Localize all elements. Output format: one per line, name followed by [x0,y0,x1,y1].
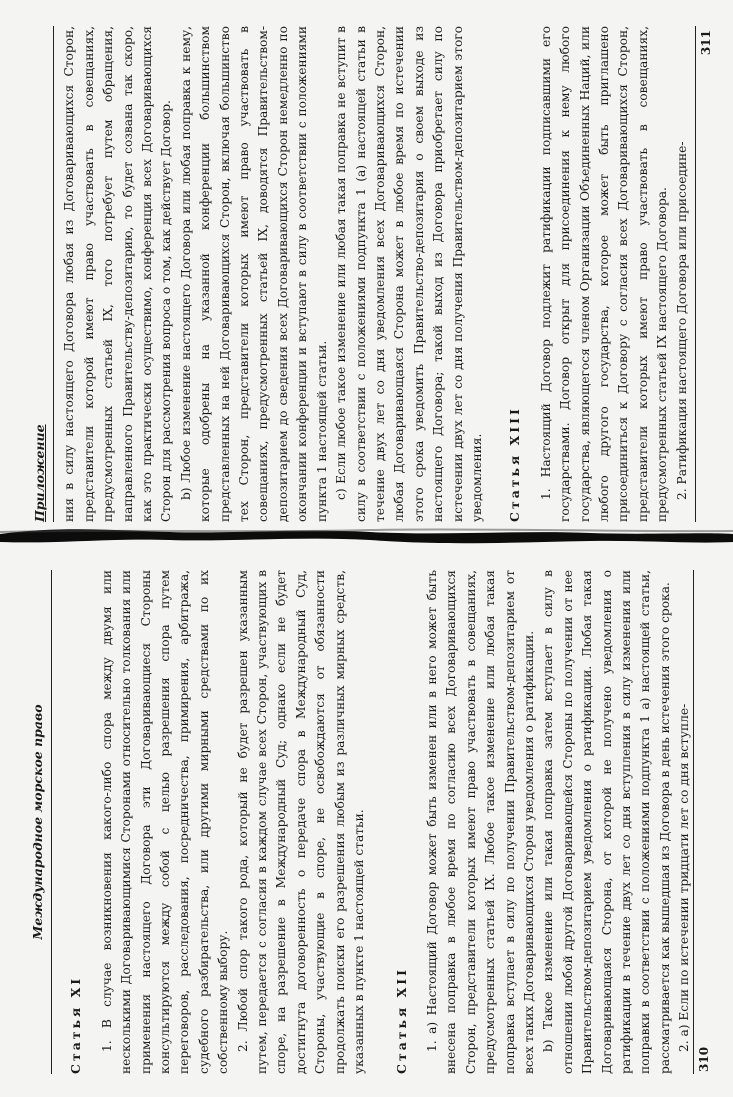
article-xi-title: Статья XI [68,975,84,1074]
right-paragraph-3: c) Если любое такое изменение или любая такая поправка не вступит в силу в соответствии с положениями подпункта 1 (а) настоящей статьи в течение двух лет со дня уведомления всех Договаривающихся Сторон, любая Договаривающаяся Сторона может в любое время по истечении этого срока уведомить Правительство-депозитария о своем выходе из настоящего Договора; такой выход из Договора приобретает силу по истечении двух лет со дня получения Правительством-депозитарием этого уведомления. [334,26,484,522]
article-xii-title: Статья XII [393,966,409,1074]
page-number-right: 311 [698,30,713,56]
article-xii-paragraph-1: 1. а) Настоящий Договор может быть изменен или в него может быть внесена поправка в любое время по согласию всех Договаривающихся Сторон, представители которых имеют право участвовать в совещаниях, предусмотренных статьей IX. Любое такое изменение или любая такая поправка вступает в силу по получении Правительством-депозитарием от всех таких Договаривающихся Сторон уведомления о ратификации. [424,570,536,1074]
article-xiii-paragraph-2: 2. Ратификация настоящего Договора или присоедине- [674,141,689,500]
page-number-left: 310 [696,1046,711,1072]
article-xii-paragraph-2: b) Такое изменение или такая поправка затем вступает в силу в отношении любой другой Договаривающейся Стороны по получении от нее Правительством-депозитарием уведомления о ратификации. Любая такая Договаривающаяся Сторона, от которой не получено уведомления о ратификации в течение двух лет со дня вступления в силу изменения или поправки в соответствии с положениями подпункта 1 а) настоящей статьи, рассматривается как вышедшая из Договора в день истечения этого срока. [541,570,672,1074]
article-xi-paragraph-1: 1. В случае возникновения какого-либо спора между двумя или несколькими Договаривающимися Сторонами относительно толкования или применения настоящего Договора эти Договаривающиеся Стороны консультируются между собой с целью разрешения спора путем переговоров, расследования, посредничества, примирения, арбитража, судебного разбирательства, или другими мирными средствами по их собственному выбору. [99,570,231,1074]
right-paragraph-1: ния в силу настоящего Договора любая из Договаривающихся Сторон, представители которой имеют право участвовать в совещаниях, предусмотренных статьей IX, того потребует путем обращения, направленного Правительству-депозитарию, то будет созвана так скоро, как это практически осуществимо, конференция всех Договаривающихся Сторон для рассмотрения вопроса о том, как действует Договор. [62,26,174,522]
article-xii-paragraph-3: 2. а) Если по истечении тридцати лет со дня вступле- [677,703,692,1052]
running-head-right: Приложение [30,26,54,522]
footer-rule-right [695,26,696,522]
page-310 [20,562,720,1082]
right-paragraph-2: b) Любое изменение настоящего Договора или любая поправка к нему, которые одобрены на указанной конференции большинством представленных на ней Договаривающихся Сторон, включая большинство тех Сторон, представители которых имеют право участвовать в совещаниях, предусмотренных статьей IX, доводятся Правительством-депозитарием до сведения всех Договаривающихся Сторон немедленно по окончании конференции и вступают в силу в соответствии с положениями пункта 1 настоящей статьи. [178,26,329,522]
running-head-left: Международное морское право [28,570,52,1074]
article-xiii-title: Статья XIII [507,406,523,522]
article-xiii-paragraph-1: 1. Настоящий Договор подлежит ратификации подписавшими его государствами. Договор открыт для присоединения к нему любого государства, являющегося членом Организации Объединенных Наций, или любого другого государства, которое может быть приглашено присоединиться к Договору с согласия всех Договаривающихся Сторон, представители которых имеют право участвовать в совещаниях, предусмотренных статьей IX настоящего Договора. [538,26,670,522]
footer-rule-left [693,570,694,1074]
article-xi-paragraph-2: 2. Любой спор такого рода, который не будет разрешен указанным путем, передается с согласия в каждом случае всех Сторон, участвующих в споре, на разрешение в Международный Суд; однако если не будет достигнута договоренность о передаче спора в Международный Суд, Стороны, участвующие в споре, не освобождаются от обязанности продолжать поиски его разрешения любым из различных мирных средств, указанных в пункте 1 настоящей статьи. [235,570,367,1074]
page-311 [22,18,722,530]
